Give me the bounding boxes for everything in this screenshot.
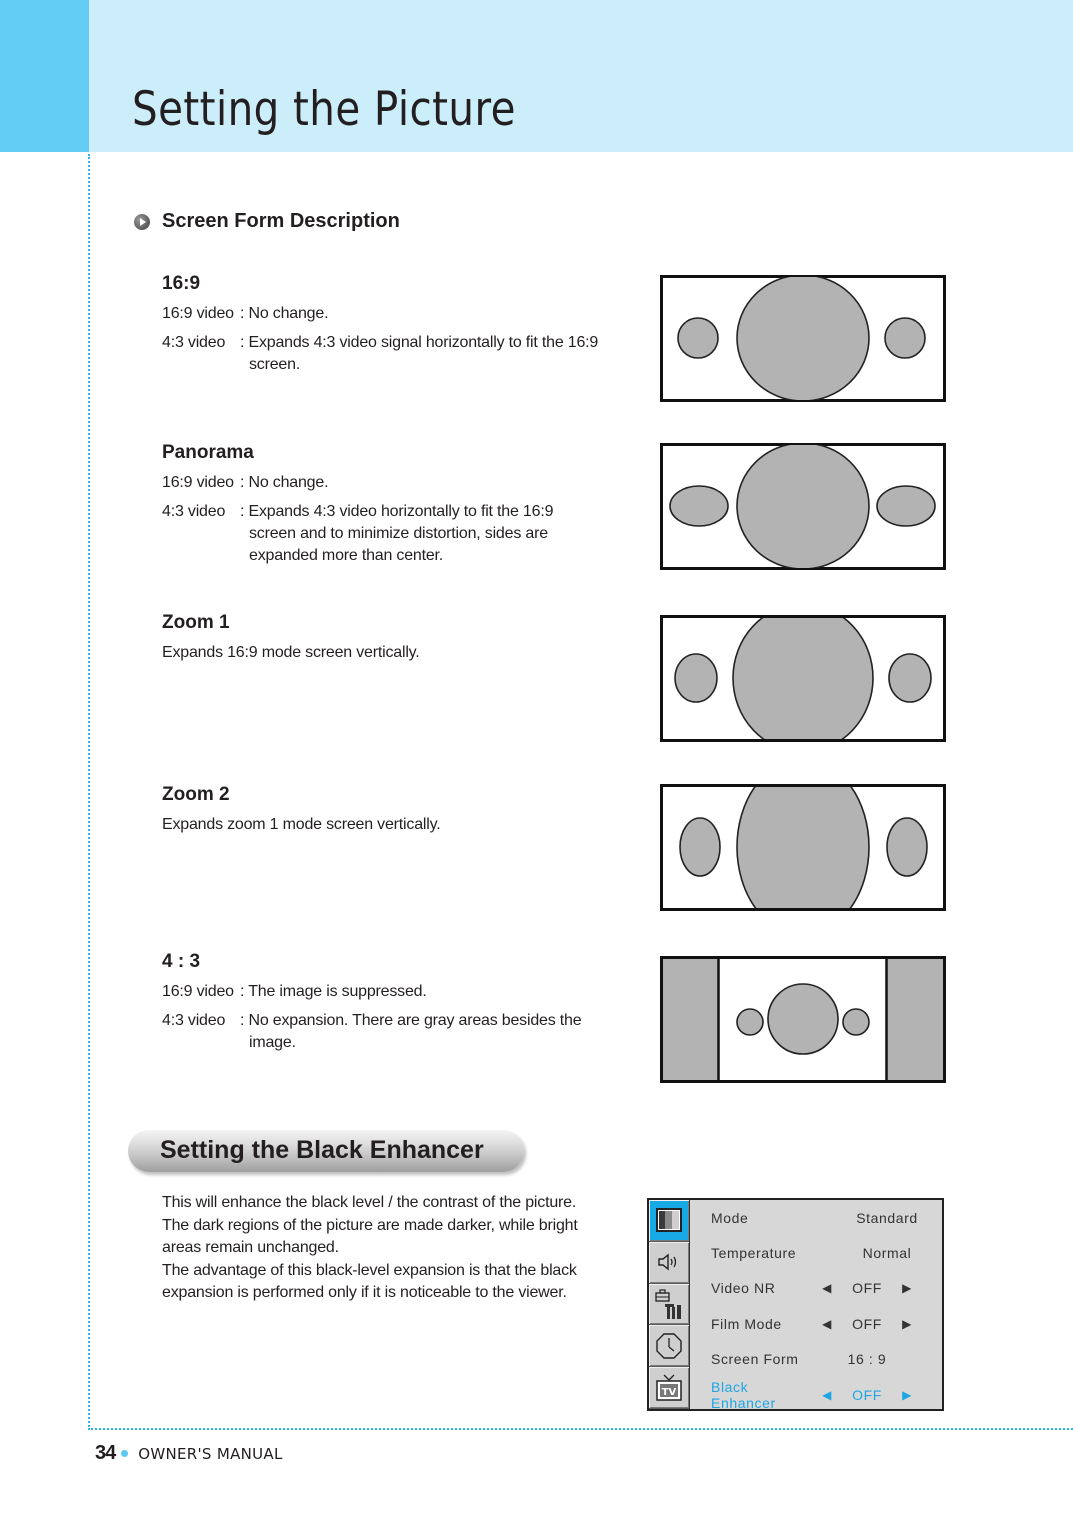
line-label: 16:9 video — [162, 305, 234, 322]
row-value: OFF — [852, 1280, 882, 1297]
row-name: Film Mode — [711, 1315, 782, 1332]
arrow-left-icon[interactable]: ◀ — [822, 1281, 832, 1296]
osd-row-temperature[interactable] — [711, 1235, 942, 1270]
mode-zoom-1 — [162, 612, 602, 664]
margin-rule-vertical — [88, 154, 90, 1430]
arrow-right-icon[interactable]: ▶ — [902, 1387, 912, 1402]
osd-picture-menu — [647, 1198, 944, 1411]
mode-title: 4 : 3 — [162, 951, 201, 972]
row-name: Mode — [711, 1209, 749, 1226]
osd-row-mode[interactable] — [711, 1200, 942, 1235]
svg-text:TV: TV — [661, 1386, 677, 1398]
mode-description: Expands 16:9 mode screen vertically. — [162, 644, 420, 661]
line-text: : Expands 4:3 video horizontally to fit the 16:9 screen and to minimize distortion, sides are expanded more than center. — [240, 503, 554, 564]
diagram-zoom-2 — [660, 784, 946, 911]
osd-tab-bar — [649, 1200, 690, 1409]
page-footer — [95, 1442, 283, 1465]
row-value: Normal — [862, 1245, 912, 1262]
osd-tab-sound[interactable] — [649, 1242, 689, 1284]
page-number: 34 — [95, 1442, 116, 1464]
row-name: Black Enhancer — [711, 1378, 776, 1411]
line-label: 16:9 video — [162, 474, 234, 491]
play-bullet-icon — [134, 214, 150, 230]
osd-tab-time[interactable] — [649, 1325, 689, 1367]
line-label: 4:3 video — [162, 334, 226, 351]
row-value: OFF — [852, 1386, 882, 1403]
mode-title: Panorama — [162, 442, 254, 463]
osd-row-video-nr[interactable] — [711, 1271, 942, 1306]
bullet-dot-icon — [121, 1450, 128, 1457]
row-value: 16 : 9 — [847, 1351, 887, 1368]
arrow-left-icon[interactable]: ◀ — [822, 1316, 832, 1331]
setup-tools-icon — [654, 1287, 684, 1321]
osd-row-screen-form[interactable] — [711, 1342, 942, 1377]
mode-panorama — [162, 442, 602, 574]
row-name: Temperature — [711, 1245, 797, 1262]
black-enhancer-heading — [128, 1130, 524, 1172]
line-label: 4:3 video — [162, 503, 226, 520]
mode-line — [162, 981, 602, 1003]
tv-icon — [656, 1374, 682, 1402]
line-label: 16:9 video — [162, 983, 234, 1000]
header-accent-tab — [0, 0, 89, 152]
section-title: Setting the Black Enhancer — [160, 1136, 484, 1164]
black-enhancer-description — [162, 1192, 602, 1305]
mode-description: Expands zoom 1 mode screen vertically. — [162, 816, 441, 833]
row-name: Video NR — [711, 1280, 776, 1297]
line-label: 4:3 video — [162, 1012, 226, 1029]
section-title: Screen Form Description — [162, 210, 400, 232]
arrow-right-icon[interactable]: ▶ — [902, 1316, 912, 1331]
mode-line — [162, 472, 602, 494]
mode-line — [162, 303, 602, 325]
mode-4-3 — [162, 951, 602, 1061]
osd-tab-picture[interactable] — [649, 1200, 689, 1242]
page-title: Setting the Picture — [132, 82, 516, 137]
screen-form-heading — [134, 210, 400, 233]
mode-title: Zoom 2 — [162, 784, 230, 805]
clock-icon — [656, 1333, 682, 1359]
osd-tab-setup[interactable] — [649, 1284, 689, 1326]
osd-row-black-enhancer[interactable] — [711, 1377, 942, 1412]
paragraph: The advantage of this black-level expansion is that the black expansion is performed only if it is noticeable to the viewer. — [162, 1261, 577, 1302]
osd-row-film-mode[interactable] — [711, 1306, 942, 1341]
diagram-4-3 — [660, 956, 946, 1083]
line-text: : No change. — [240, 305, 329, 322]
arrow-left-icon[interactable]: ◀ — [822, 1387, 832, 1402]
line-text: : Expands 4:3 video signal horizontally to fit the 16:9 screen. — [240, 334, 599, 373]
mode-title: Zoom 1 — [162, 612, 230, 633]
line-text: : No change. — [240, 474, 329, 491]
mode-line — [162, 1010, 602, 1054]
arrow-right-icon[interactable]: ▶ — [902, 1281, 912, 1296]
osd-menu-list — [690, 1200, 942, 1409]
line-text: : No expansion. There are gray areas besides the image. — [240, 1012, 582, 1051]
diagram-panorama — [660, 443, 946, 570]
sound-icon — [656, 1252, 682, 1272]
diagram-zoom-1 — [660, 615, 946, 742]
osd-tab-tv[interactable] — [649, 1367, 689, 1409]
picture-icon — [656, 1208, 682, 1232]
row-name: Screen Form — [711, 1351, 799, 1368]
mode-line — [162, 501, 602, 567]
line-text: : The image is suppressed. — [240, 983, 427, 1000]
row-value: OFF — [852, 1315, 882, 1332]
paragraph: This will enhance the black level / the contrast of the picture. The dark regions of the picture are made darker, while bright areas remain unchanged. — [162, 1194, 578, 1257]
manual-label: OWNER'S MANUAL — [138, 1444, 283, 1463]
mode-16-9 — [162, 273, 602, 383]
row-value: Standard — [856, 1209, 918, 1226]
mode-line — [162, 332, 602, 376]
diagram-16-9 — [660, 275, 946, 402]
mode-title: 16:9 — [162, 273, 201, 294]
margin-rule-horizontal — [88, 1428, 1073, 1430]
mode-zoom-2 — [162, 784, 602, 836]
